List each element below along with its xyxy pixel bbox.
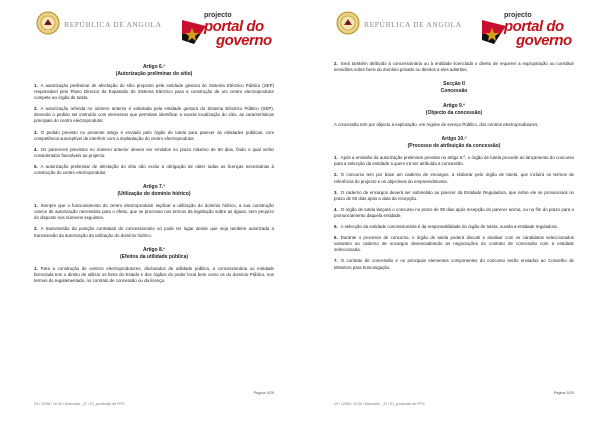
paragraph-number: 7. [334, 258, 338, 264]
paragraph [34, 266, 274, 284]
article-title: (Objecto da concessão) [425, 110, 483, 117]
paragraph-text: O pedido previsto no presente artigo é enviado pelo órgão de tutela para parecer às entidades públicas, com competência susceptível de interferir com a implantação do centro electroprodutor. [34, 129, 274, 141]
article-heading [34, 64, 274, 78]
paragraph-number: 2. [34, 106, 38, 112]
paragraph [334, 235, 574, 253]
logo-line-governo: governo [216, 32, 272, 49]
paragraph [34, 203, 274, 221]
paragraph-text: A autorização preliminar de afectação do sítio não exclui a obrigação de obter todas as licenças necessárias à construção do centro electroprodutor. [34, 163, 274, 176]
logo-line-projecto: projecto [204, 12, 232, 19]
article-heading [334, 81, 574, 95]
paragraph-number: 4. [34, 146, 38, 152]
paragraph-text: Para a construção de centros electroprodutores, declarados de utilidade pública, a concessionária ou entidade licenciada tem o direito de utilizar os bens do Estado e dos órgãos do poder local bem como os do domínio Público, nos termos do regulamentado, no contrato de concessão ou da licença. [34, 265, 274, 283]
article-heading [34, 247, 274, 261]
paragraph [334, 190, 574, 202]
article-heading [334, 136, 574, 150]
article-heading [334, 103, 574, 117]
file-reference: 29 / 12/08 / 10:35 / A/decreto _47 / 01_produção de PPG [34, 402, 125, 406]
logo-line-portal: portal do [204, 18, 264, 35]
paragraph [34, 83, 274, 101]
portal-do-governo-logo [182, 6, 274, 50]
paragraph-number: 1. [334, 155, 338, 161]
paragraph-number: 5. [334, 224, 338, 230]
paragraph-text: O concurso tem por base um caderno de encargos, a elaborar pelo órgão de tutela, que incluirá os termos de referência do projecto e os objectivos do empreendimento. [334, 172, 574, 184]
paragraph-number: 3. [334, 189, 338, 195]
article-heading [34, 184, 274, 198]
paragraph [334, 122, 574, 128]
coat-of-arms-icon [36, 11, 60, 35]
article-title: (Utilização do domínio hídrico) [117, 191, 191, 198]
logo-line-projecto: projecto [504, 12, 532, 19]
paragraph-text: A autorização preliminar de afectação do sítio proposto pela entidade gestora do Sistema Eléctrico Público (SEP) responsável pelo Plano Director de Expansão do Sistema Eléctrico para a construção de um centro electroprodutor compete ao órgão de tutela. [34, 83, 274, 101]
portal-do-governo-logo [482, 6, 574, 50]
paragraph-number: 2. [334, 172, 338, 178]
paragraph [334, 61, 574, 73]
paragraph-number: 2. [34, 226, 38, 232]
paragraph-number: 1. [34, 265, 38, 271]
paragraph-text: A selecção da entidade concessionária é da responsabilidade do órgão de tutela, ouvida a entidade reguladora. [340, 224, 558, 230]
paragraph-number: 6. [334, 235, 338, 241]
paragraph-text: Sempre que o funcionamento do centro electroprodutor implicar a utilização do domínio hídrico, a sua construção carece de autorização necessária para o efeito, que se processa nos termos da legislação sobre as águas, sem prejuízo do disposto nos números seguintes. [34, 203, 274, 221]
paragraph-text: A concessão tem por objecto a exploração, em regime de serviço Público, dos centros electroprodutores. [334, 122, 539, 128]
paragraph-number: 1. [34, 83, 38, 88]
paragraph [34, 130, 274, 142]
right-page [300, 0, 600, 424]
article-number: Artigo 9.º [442, 103, 466, 110]
page-header [334, 0, 574, 56]
paragraph-number: 1. [34, 203, 38, 209]
paragraph [34, 164, 274, 176]
paragraph-text: A transmissão da posição contratual do concessionário só pode ter lugar desde que seja também autorizada a transmissão da autorização da utilização do domínio hídrico. [34, 226, 274, 238]
article-number: Secção II [443, 81, 465, 88]
paragraph-text: O caderno de encargos deverá ser submetido ao parecer da Entidade Reguladora, que sobre ele se pronunciará no prazo de 60 dias após a data da recepção. [334, 189, 574, 201]
republica-title: REPÚBLICA DE ANGOLA [64, 20, 162, 29]
page-header [34, 0, 274, 56]
article-number: Artigo 10.º [441, 136, 467, 143]
coat-of-arms-icon [336, 11, 360, 35]
paragraph-number: 2. [334, 61, 338, 66]
page-content [34, 64, 274, 284]
article-title: (Autorização preliminar do sítio) [115, 71, 193, 77]
page-content [334, 61, 574, 271]
file-reference: 29 / 12/08 / 10:35 / A/decreto _47 / 01_produção de PPG [334, 402, 425, 406]
article-number: Artigo 6.º [142, 64, 166, 70]
paragraph-text: Durante o processo de concurso, o órgão de tutela poderá discutir e analisar com os candidatos seleccionados variantes ao caderno de encargos desencadeando as negociações do contrato de concessão com a entidade seleccionada. [334, 235, 574, 253]
paragraph-text: A autorização referida no número anterior é solicitada pela entidade gestora do Sistema Eléctrico Público (SEP), devendo o pedido ser instruído com elementos que permitam identificar a exacta localização do sítio, as características principais do centro electroprodutor. [34, 106, 274, 124]
paragraph [34, 226, 274, 238]
paragraph-number: 4. [334, 206, 338, 212]
page-number: Página 5/29 [553, 391, 574, 395]
paragraph [334, 207, 574, 219]
article-number: Artigo 8.º [142, 246, 166, 253]
paragraph-text: O órgão de tutela lançará o concurso no prazo de 90 dias após recepção do parecer acima, ou no fim do prazo para o pronunciamento daquela entidade. [334, 206, 574, 218]
article-title: (Efeitos da utilidade pública) [119, 253, 189, 260]
paragraph [34, 147, 274, 159]
article-title: (Processo de atribuição da concessão) [407, 143, 501, 150]
article-number: Artigo 7.º [142, 184, 166, 191]
paragraph [334, 224, 574, 230]
logo-line-governo: governo [516, 32, 572, 49]
paragraph [34, 106, 274, 124]
paragraph [334, 155, 574, 167]
paragraph-text: Os pareceres previstos no número anterior devem ser emitidos no prazo máximo de 60 dias, findo o qual serão considerados favoráveis ao projecto. [34, 146, 274, 158]
paragraph-text: Após a emissão da autorização preliminar prevista no artigo 6.º, o órgão de tutela procede ao lançamento do concurso para a selecção da entidade a quem irá ser atribuída a concessão. [334, 155, 574, 167]
paragraph [334, 258, 574, 270]
paragraph-text: Será também atribuído à concessionária ou à entidade licenciada o direito de requerer a expropriação ou constituir servidões sobre bens do domínio privado ou direitos a eles adstritos. [334, 61, 574, 73]
page-number: Página 4/29 [253, 391, 274, 395]
paragraph-number: 3. [34, 129, 38, 135]
article-title: Concessão [440, 88, 468, 95]
paragraph-number: 5. [34, 163, 38, 169]
paragraph-text: O contrato de concessão e os principais elementos componentes do concurso serão enviados ao Conselho de Ministros para homologação. [334, 258, 574, 270]
republica-title: REPÚBLICA DE ANGOLA [364, 20, 462, 29]
paragraph [334, 172, 574, 184]
logo-line-portal: portal do [504, 18, 564, 35]
